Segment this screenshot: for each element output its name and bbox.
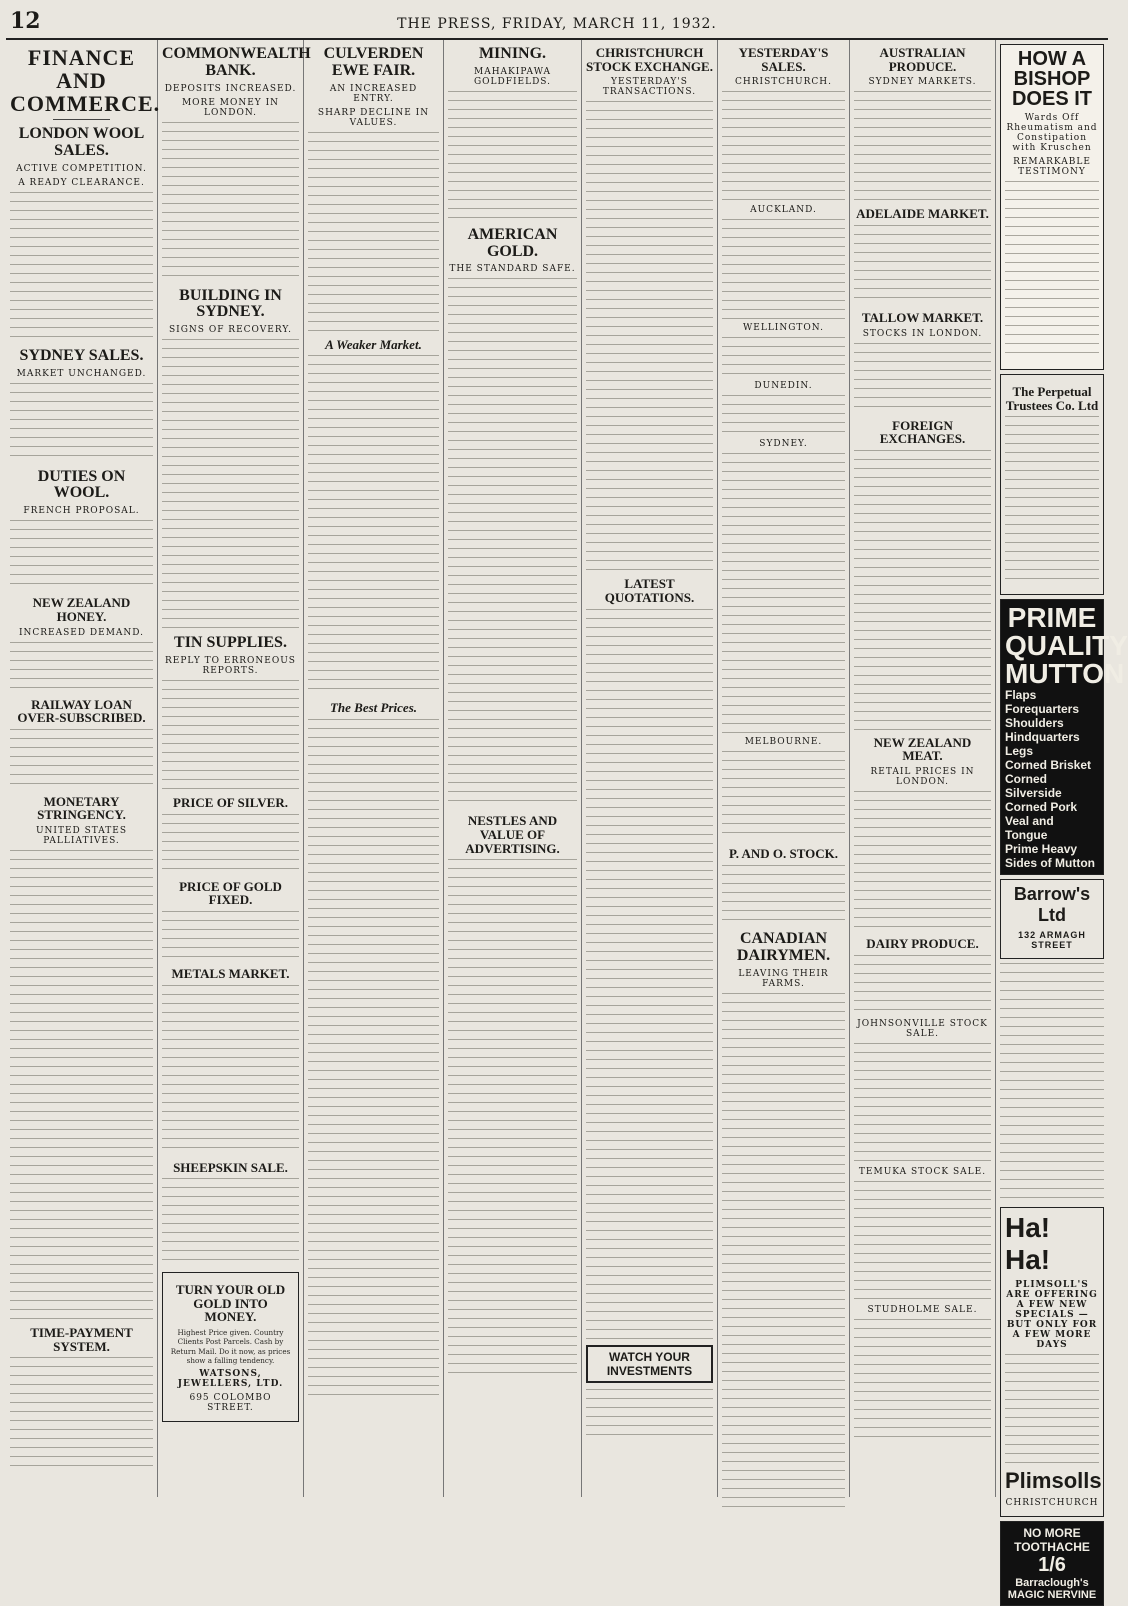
article-subtitle: DUNEDIN. <box>754 381 813 392</box>
article-title: AUSTRALIAN PRODUCE. <box>879 45 966 74</box>
article-body <box>448 91 577 221</box>
article-body <box>308 719 439 1399</box>
article-subtitle: DEPOSITS INCREASED. <box>164 83 297 94</box>
article-title: PRICE OF SILVER. <box>173 794 288 810</box>
article-subtitle: REPLY TO ERRONEOUS REPORTS. <box>165 655 296 676</box>
advert-body <box>1005 1354 1099 1464</box>
masthead <box>6 8 1108 40</box>
article-body <box>854 343 991 413</box>
sales-table <box>722 219 845 319</box>
column-mining <box>444 40 582 1497</box>
article-title: BUILDING IN SYDNEY. <box>179 286 282 321</box>
plimsoll-advert <box>1000 1207 1104 1517</box>
column-commonwealth <box>158 40 311 1497</box>
advert-brand: Barraclough's MAGIC NERVINE <box>1007 1577 1097 1602</box>
article-subtitle: YESTERDAY'S TRANSACTIONS. <box>602 77 697 98</box>
article-body <box>162 680 299 790</box>
column-finance <box>6 40 161 1497</box>
kruschen-advert <box>1000 44 1104 370</box>
article-subtitle: AN INCREASED ENTRY. <box>329 83 418 104</box>
article-subtitle: AUCKLAND. <box>750 205 817 216</box>
article-title: NEW ZEALAND MEAT. <box>873 734 972 764</box>
sales-table <box>722 453 845 733</box>
article-body <box>854 1319 991 1439</box>
article-title: METALS MARKET. <box>171 965 290 981</box>
article-body <box>10 383 153 463</box>
article-body <box>10 642 153 692</box>
sales-table <box>722 337 845 377</box>
advert-title: HOW A BISHOP DOES IT <box>1011 48 1092 110</box>
article-subtitle: RETAIL PRICES IN LONDON. <box>870 767 975 788</box>
article-title: NESTLES AND VALUE OF ADVERTISING. <box>465 813 560 856</box>
article-subtitle: JOHNSONVILLE STOCK SALE. <box>857 1018 988 1039</box>
article-title: FOREIGN EXCHANGES. <box>879 417 966 447</box>
article-title: CANADIAN DAIRYMEN. <box>736 929 831 964</box>
article-title: SHEEPSKIN SALE. <box>173 1159 288 1175</box>
article-body <box>854 225 991 305</box>
article-body <box>162 122 299 282</box>
article-title: COMMONWEALTH BANK. <box>162 45 311 79</box>
column-produce <box>850 40 996 1497</box>
article-title: MONETARY STRINGENCY. <box>37 793 126 823</box>
article-subtitle: SYDNEY. <box>759 439 808 450</box>
sales-table <box>722 91 845 201</box>
column-stock-exchange <box>582 40 718 1497</box>
article-title: RAILWAY LOAN OVER-SUBSCRIBED. <box>17 696 146 726</box>
article-title: DAIRY PRODUCE. <box>866 936 979 952</box>
advert-title: TURN YOUR OLD GOLD INTO MONEY. <box>175 1282 286 1325</box>
article-body <box>10 729 153 789</box>
article-subtitle: MELBOURNE. <box>744 737 823 748</box>
article-subhead: The Best Prices. <box>329 700 417 716</box>
article-title: TIME-PAYMENT SYSTEM. <box>30 1325 133 1354</box>
article-title: ADELAIDE MARKET. <box>856 206 989 222</box>
article-subtitle: THE STANDARD SAFE. <box>449 264 576 275</box>
advert-address: 132 ARMAGH STREET <box>1018 930 1086 951</box>
advert-address: 695 COLOMBO STREET. <box>189 1392 272 1413</box>
article-body <box>10 520 153 590</box>
article-body <box>722 993 845 1513</box>
article-subtitle: MAHAKIPAWA GOLDFIELDS. <box>473 66 552 87</box>
section-heading: FINANCE AND COMMERCE. <box>10 45 161 117</box>
article-title: TALLOW MARKET. <box>861 309 984 325</box>
mutton-item: Prime Heavy Sides of Mutton <box>1005 842 1095 871</box>
article-body <box>586 1389 713 1439</box>
article-title: NEW ZEALAND HONEY. <box>32 595 131 624</box>
advert-title: PRIME QUALITY MUTTON <box>1005 602 1128 690</box>
sales-table <box>722 395 845 435</box>
masthead-title: THE PRESS, FRIDAY, MARCH 11, 1932. <box>397 16 717 32</box>
advert-firm: WATSONS, JEWELLERS, LTD. <box>177 1368 284 1389</box>
article-body <box>854 791 991 931</box>
article-body <box>162 985 299 1155</box>
article-subtitle: A READY CLEARANCE. <box>18 177 145 188</box>
column-adverts <box>996 40 1128 1602</box>
article-body <box>10 1357 153 1467</box>
exchange-table <box>854 450 991 730</box>
article-body <box>722 865 845 925</box>
article-subhead: A Weaker Market. <box>325 336 422 352</box>
article-subtitle: SHARP DECLINE IN VALUES. <box>317 107 430 128</box>
page-number: 12 <box>10 8 41 34</box>
article-body <box>162 814 299 874</box>
advert-illustration <box>1000 963 1104 1203</box>
article-subtitle: UNITED STATES PALLIATIVES. <box>35 826 128 847</box>
mutton-item: Legs <box>1005 744 1034 759</box>
advert-address: CHRISTCHURCH <box>1005 1498 1099 1509</box>
article-subtitle: SYDNEY MARKETS. <box>868 77 977 88</box>
column-culverden <box>304 40 444 1497</box>
article-subtitle: WELLINGTON. <box>743 323 824 334</box>
article-subtitle: STUDHOLME SALE. <box>867 1304 978 1315</box>
article-title: LONDON WOOL SALES. <box>18 125 145 160</box>
mutton-item: Corned Brisket <box>1005 758 1092 773</box>
advert-subtitle: REMARKABLE TESTIMONY <box>1013 157 1091 177</box>
article-body <box>854 955 991 1015</box>
advert-title: Ha! Ha! <box>1005 1212 1051 1276</box>
article-body <box>586 101 713 571</box>
mutton-item: Hindquarters <box>1005 730 1080 745</box>
advert-body <box>1005 416 1099 586</box>
article-body <box>10 192 153 342</box>
advert-body: Highest Price given. Country Clients Post Parcels. Cash by Return Mail. Do it now, as prices show a falling tendency. <box>170 1328 291 1365</box>
mutton-item: Corned Pork <box>1005 800 1078 815</box>
article-subtitle: INCREASED DEMAND. <box>18 627 145 638</box>
article-body <box>162 1178 299 1268</box>
article-title: DUTIES ON WOOL. <box>37 467 126 502</box>
article-title: P. AND O. STOCK. <box>728 846 839 862</box>
mutton-advert <box>1000 599 1128 875</box>
article-subtitle: LEAVING THEIR FARMS. <box>738 968 829 989</box>
nervine-advert <box>1000 1521 1104 1606</box>
advert-title: Barrow's Ltd <box>1013 884 1091 926</box>
article-title: TIN SUPPLIES. <box>174 634 287 652</box>
article-subtitle: SIGNS OF RECOVERY. <box>169 325 292 336</box>
gold-advert <box>162 1272 299 1422</box>
article-subtitle: FRENCH PROPOSAL. <box>23 506 140 517</box>
article-subtitle: STOCKS IN LONDON. <box>862 328 983 339</box>
advert-body <box>1005 181 1099 361</box>
advert-subtitle: Wards Off Rheumatism and Constipation with Kruschen <box>1006 113 1098 153</box>
article-body <box>854 1181 991 1301</box>
article-title: SYDNEY SALES. <box>19 346 144 364</box>
article-title: YESTERDAY'S SALES. <box>738 45 829 74</box>
mutton-item: Forequarters <box>1005 702 1080 717</box>
article-body <box>308 132 439 332</box>
article-title: CHRISTCHURCH STOCK EXCHANGE. <box>586 45 713 74</box>
article-subtitle: TEMUKA STOCK SALE. <box>858 1166 987 1177</box>
advert-title: The Perpetual Trustees Co. Ltd <box>1005 384 1099 413</box>
article-subtitle: MARKET UNCHANGED. <box>16 368 147 379</box>
barrow-advert <box>1000 879 1104 959</box>
advert-name: Plimsolls <box>1005 1468 1102 1494</box>
article-body <box>448 278 577 808</box>
article-subtitle: ACTIVE COMPETITION. <box>16 163 147 174</box>
mutton-item: Corned Silverside <box>1005 772 1062 801</box>
mutton-item: Veal and Tongue <box>1005 814 1054 843</box>
article-title: AMERICAN GOLD. <box>467 225 558 260</box>
mutton-item: Flaps <box>1005 688 1037 703</box>
article-body <box>162 911 299 961</box>
advert-body: PLIMSOLL'S ARE OFFERING A FEW NEW SPECIALS — BUT ONLY FOR A FEW MORE DAYS <box>1006 1280 1098 1351</box>
article-body <box>308 355 439 695</box>
article-subtitle: CHRISTCHURCH. <box>735 77 832 88</box>
article-title: MINING. <box>478 45 547 62</box>
article-title: PRICE OF GOLD FIXED. <box>179 878 282 908</box>
article-subtitle: MORE MONEY IN LONDON. <box>181 97 280 118</box>
column-sales <box>718 40 850 1497</box>
article-body <box>448 859 577 1379</box>
article-body <box>10 850 153 1320</box>
investments-advert: WATCH YOUR INVESTMENTS <box>586 1345 713 1383</box>
article-title: LATEST QUOTATIONS. <box>604 576 695 605</box>
advert-price: 1/6 <box>1038 1554 1066 1577</box>
article-body <box>854 1043 991 1163</box>
article-title: CULVERDEN EWE FAIR. <box>323 45 424 79</box>
quotations-table <box>586 609 713 1339</box>
article-body <box>162 339 299 629</box>
advert-title: NO MORE TOOTHACHE <box>1014 1526 1090 1555</box>
article-body <box>854 91 991 201</box>
mutton-item: Shoulders <box>1005 716 1064 731</box>
sales-table <box>722 751 845 841</box>
perpetual-advert <box>1000 374 1104 595</box>
